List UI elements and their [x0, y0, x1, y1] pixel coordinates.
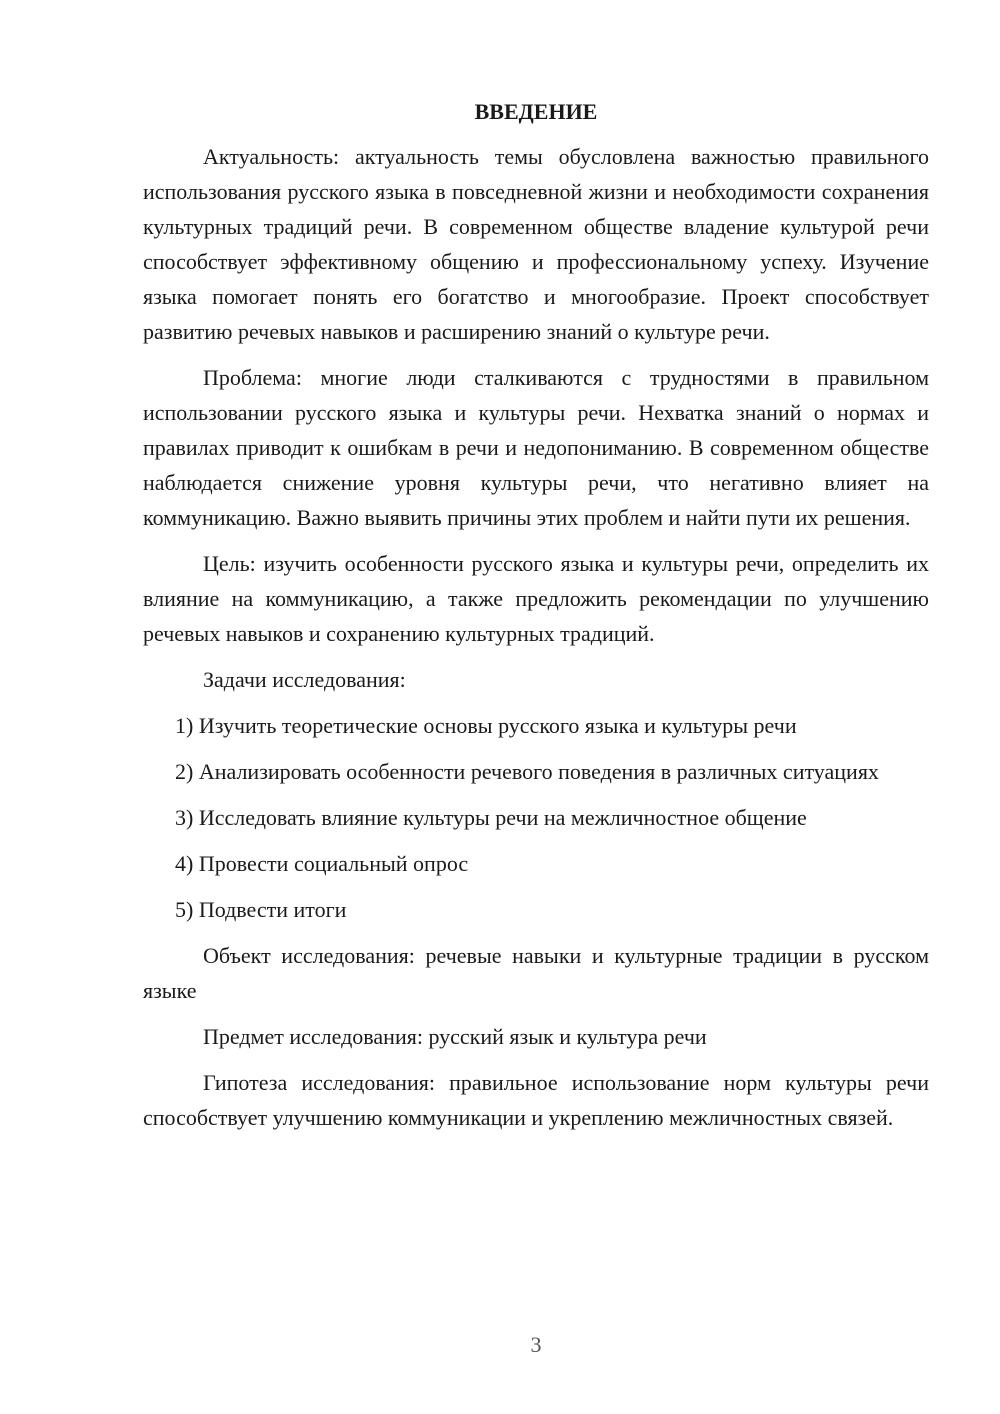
task-item-4: 4) Провести социальный опрос [175, 851, 469, 876]
task-item-1: 1) Изучить теоретические основы русского языка и культуры речи [175, 713, 797, 738]
hypothesis-paragraph: Гипотеза исследования: правильное использование норм культуры речи способствует улучшению коммуникации и укреплению межличностных связей. [143, 1070, 929, 1130]
task-item-3: 3) Исследовать влияние культуры речи на межличностное общение [175, 805, 807, 830]
goal-paragraph: Цель: изучить особенности русского языка и культуры речи, определить их влияние на коммуникацию, а также предложить рекомендации по улучшению речевых навыков и сохранению культурных традиций. [143, 551, 929, 646]
relevance-paragraph: Актуальность: актуальность темы обусловлена важностью правильного использования русского языка в повседневной жизни и необходимости сохранения культурных традиций речи. В современном обществе владение культурой речи способствует эффективному общению и профессиональному успеху. Изучение языка помогает понять его богатство и многообразие. Проект способствует развитию речевых навыков и расширению знаний о культуре речи. [143, 144, 929, 344]
object-paragraph: Объект исследования: речевые навыки и культурные традиции в русском языке [143, 943, 929, 1003]
task-item-5: 5) Подвести итоги [175, 897, 347, 922]
page-title: ВВЕДЕНИЕ [474, 99, 598, 124]
subject-paragraph: Предмет исследования: русский язык и культура речи [203, 1024, 707, 1049]
tasks-heading: Задачи исследования: [203, 667, 406, 692]
document-page [143, 94, 929, 1146]
task-item-2: 2) Анализировать особенности речевого поведения в различных ситуациях [175, 759, 879, 784]
page-number: 3 [530, 1332, 542, 1357]
problem-paragraph: Проблема: многие люди сталкиваются с трудностями в правильном использовании русского языка и культуры речи. Нехватка знаний о нормах и правилах приводит к ошибкам в речи и недопониманию. В современном обществе наблюдается снижение уровня культуры речи, что негативно влияет на коммуникацию. Важно выявить причины этих проблем и найти пути их решения. [143, 365, 929, 530]
